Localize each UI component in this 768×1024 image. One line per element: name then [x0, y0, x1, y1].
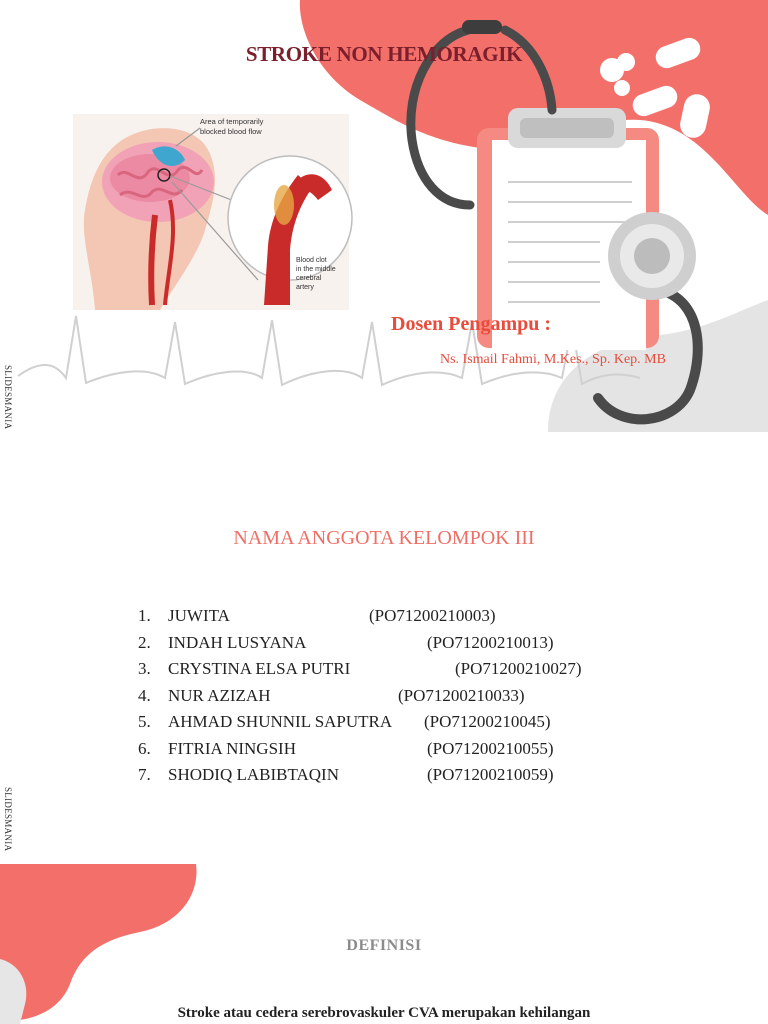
- illustration-label-bottom-2: in the middle: [296, 266, 336, 273]
- slide-members: [0, 432, 768, 864]
- definition-text: Stroke atau cedera serebrovaskuler CVA merupakan kehilangan: [177, 1005, 591, 1021]
- slidesmania-brand: SLIDESMANIA: [3, 365, 13, 430]
- slidesmania-brand: SLIDESMANIA: [3, 787, 13, 852]
- member-number: 4.: [138, 685, 151, 705]
- member-nim: (PO71200210059): [427, 765, 554, 784]
- member-nim: (PO71200210055): [427, 738, 554, 758]
- slide-definition: [0, 864, 768, 1024]
- member-name: INDAH LUSYANA: [168, 632, 307, 652]
- stroke-illustration: [73, 114, 352, 310]
- presentation-title: STROKE NON HEMORAGIK: [245, 42, 523, 66]
- member-number: 7.: [138, 765, 151, 784]
- member-number: 2.: [138, 632, 151, 652]
- member-name: SHODIQ LABIBTAQIN: [168, 765, 339, 784]
- definition-title: DEFINISI: [346, 937, 422, 954]
- member-nim: (PO71200210027): [455, 659, 582, 678]
- member-nim: (PO71200210045): [424, 712, 551, 731]
- lecturer-name: Ns. Ismail Fahmi, M.Kes., Sp. Kep. MB: [440, 352, 666, 367]
- member-number: 6.: [138, 738, 151, 758]
- member-nim: (PO71200210013): [427, 632, 554, 652]
- illustration-label-bottom-1: Blood clot: [296, 257, 327, 264]
- member-name: JUWITA: [168, 606, 230, 625]
- member-nim: (PO71200210003): [369, 606, 496, 625]
- member-name: NUR AZIZAH: [168, 685, 271, 705]
- illustration-label-top-1: Area of temporarily: [200, 117, 264, 126]
- member-nim: (PO71200210033): [398, 685, 525, 705]
- member-name: AHMAD SHUNNIL SAPUTRA: [168, 712, 393, 731]
- members-title: NAMA ANGGOTA KELOMPOK III: [233, 527, 535, 549]
- illustration-label-bottom-3: cerebral: [296, 275, 322, 282]
- member-number: 5.: [138, 712, 151, 731]
- slide-title: [0, 0, 768, 432]
- member-number: 1.: [138, 606, 151, 625]
- illustration-label-bottom-4: artery: [296, 284, 314, 291]
- lecturer-label: Dosen Pengampu :: [391, 313, 552, 335]
- member-name: FITRIA NINGSIH: [168, 738, 296, 758]
- member-number: 3.: [138, 659, 151, 678]
- illustration-label-top-2: blocked blood flow: [200, 127, 262, 136]
- member-name: CRYSTINA ELSA PUTRI: [168, 659, 351, 678]
